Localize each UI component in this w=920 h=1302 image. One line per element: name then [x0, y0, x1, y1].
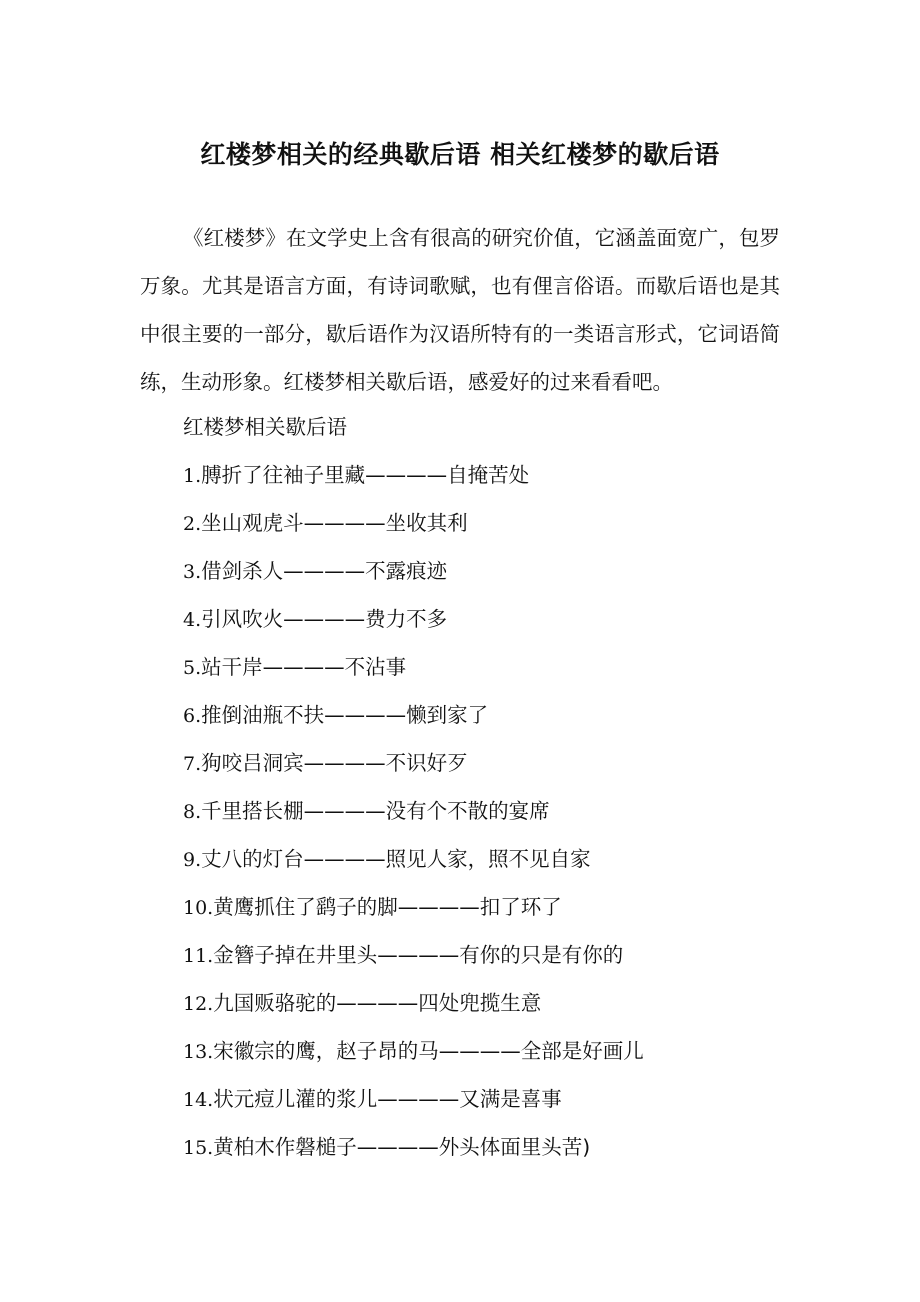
list-item	[183, 983, 644, 1031]
item-text: 黄鹰抓住了鹞子的脚————扣了环了	[213, 895, 562, 919]
list-item	[183, 743, 644, 791]
list-item	[183, 599, 644, 647]
item-text: 丈八的灯台————照见人家，照不见自家	[201, 847, 591, 871]
item-number: 1.	[183, 465, 202, 487]
list-item	[183, 887, 644, 935]
list-item	[183, 839, 644, 887]
document-title: 红楼梦相关的经典歇后语 相关红楼梦的歇后语	[200, 139, 720, 169]
item-text: 狗咬吕洞宾————不识好歹	[201, 751, 468, 775]
item-number: 14.	[183, 1089, 214, 1111]
item-text: 黄柏木作磐槌子————外头体面里头苦)	[213, 1135, 591, 1159]
item-text: 膊折了往袖子里藏————自掩苦处	[201, 463, 530, 487]
proverb-list	[183, 455, 644, 1175]
item-text: 坐山观虎斗————坐收其利	[201, 511, 468, 535]
item-number: 4.	[183, 609, 202, 631]
item-text: 引风吹火————费力不多	[201, 607, 448, 631]
item-text: 千里搭长棚————没有个不散的宴席	[201, 799, 550, 823]
item-number: 12.	[183, 993, 214, 1015]
item-number: 15.	[183, 1137, 214, 1159]
list-item	[183, 1079, 644, 1127]
item-text: 推倒油瓶不扶————懒到家了	[201, 703, 489, 727]
item-text: 金簪子掉在井里头————有你的只是有你的	[213, 943, 624, 967]
item-number: 8.	[183, 801, 202, 823]
item-number: 7.	[183, 753, 202, 775]
list-item	[183, 455, 644, 503]
intro-paragraph: 《红楼梦》在文学史上含有很高的研究价值，它涵盖面宽广，包罗万象。尤其是语言方面，有诗词歌赋，也有俚言俗语。而歇后语也是其中很主要的一部分，歇后语作为汉语所特有的一类语言形式，它词语简练，生动形象。红楼梦相关歇后语，感爱好的过来看看吧。	[140, 226, 780, 394]
item-number: 2.	[183, 513, 202, 535]
list-item	[183, 503, 644, 551]
list-item	[183, 695, 644, 743]
item-text: 状元痘儿灌的浆儿————又满是喜事	[213, 1087, 562, 1111]
list-item	[183, 1127, 644, 1175]
list-item	[183, 935, 644, 983]
list-item	[183, 551, 644, 599]
section-heading: 红楼梦相关歇后语	[183, 415, 347, 439]
item-number: 11.	[183, 945, 214, 967]
item-text: 宋徽宗的鹰，赵子昂的马————全部是好画儿	[213, 1039, 644, 1063]
item-text: 站干岸————不沾事	[201, 655, 407, 679]
list-item	[183, 647, 644, 695]
item-number: 5.	[183, 657, 202, 679]
item-number: 3.	[183, 561, 202, 583]
item-number: 6.	[183, 705, 202, 727]
item-number: 13.	[183, 1041, 214, 1063]
item-number: 9.	[183, 849, 202, 871]
item-text: 借剑杀人————不露痕迹	[201, 559, 448, 583]
list-item	[183, 791, 644, 839]
item-text: 九国贩骆驼的————四处兜揽生意	[213, 991, 542, 1015]
list-item	[183, 1031, 644, 1079]
item-number: 10.	[183, 897, 214, 919]
